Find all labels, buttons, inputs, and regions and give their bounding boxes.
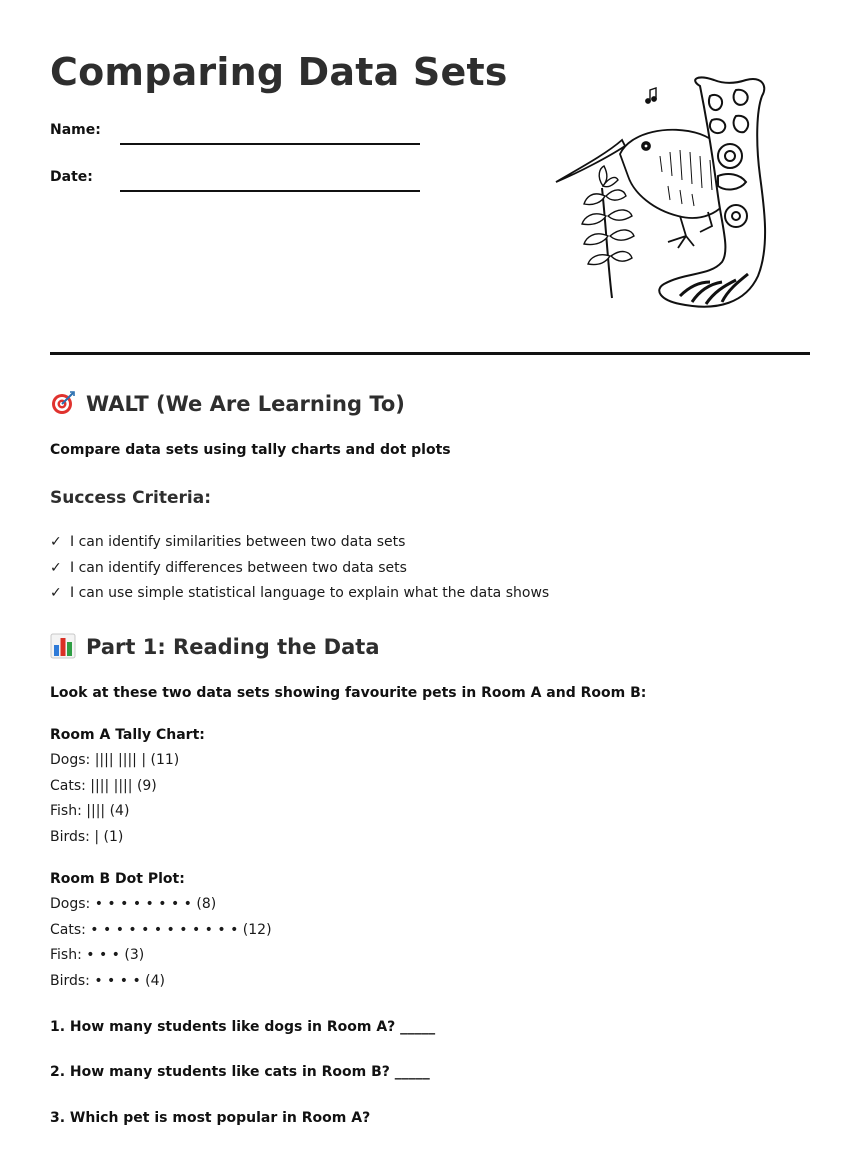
question-2: 2. How many students like cats in Room B? _____ bbox=[50, 1064, 430, 1080]
success-criteria-item: ✓ I can use simple statistical language to explain what the data shows bbox=[50, 585, 550, 601]
fern-icon bbox=[582, 166, 634, 298]
room-b-row: Dogs: • • • • • • • • (8) bbox=[50, 896, 217, 912]
room-a-row: Dogs: |||| |||| | (11) bbox=[50, 752, 180, 768]
part1-intro: Look at these two data sets showing favourite pets in Room A and Room B: bbox=[50, 685, 647, 701]
part1-heading bbox=[50, 633, 380, 659]
name-label: Name: bbox=[50, 122, 101, 138]
room-a-row: Cats: |||| |||| (9) bbox=[50, 778, 157, 794]
room-a-label: Room A Tally Chart: bbox=[50, 727, 205, 743]
room-b-row: Cats: • • • • • • • • • • • • (12) bbox=[50, 922, 272, 938]
question-1: 1. How many students like dogs in Room A? _____ bbox=[50, 1019, 436, 1035]
walt-heading-text: WALT (We Are Learning To) bbox=[86, 392, 405, 416]
kiwi-bird-illustration bbox=[550, 76, 780, 316]
music-notes-icon bbox=[646, 88, 656, 103]
name-write-line bbox=[120, 143, 420, 145]
room-a-row: Birds: | (1) bbox=[50, 829, 124, 845]
page-title: Comparing Data Sets bbox=[50, 50, 508, 94]
room-b-label: Room B Dot Plot: bbox=[50, 871, 185, 887]
question-3: 3. Which pet is most popular in Room A? bbox=[50, 1110, 371, 1126]
success-criteria-heading: Success Criteria: bbox=[50, 488, 212, 508]
name-field bbox=[50, 122, 430, 152]
kiwi-icon bbox=[556, 130, 733, 248]
room-b-row: Fish: • • • (3) bbox=[50, 947, 145, 963]
walt-goal: Compare data sets using tally charts and dot plots bbox=[50, 442, 451, 458]
date-write-line bbox=[120, 190, 420, 192]
room-b-row: Birds: • • • • (4) bbox=[50, 973, 166, 989]
room-a-row: Fish: |||| (4) bbox=[50, 803, 130, 819]
check-icon: ✓ bbox=[50, 585, 62, 601]
walt-heading bbox=[50, 390, 405, 416]
worksheet-header bbox=[50, 0, 810, 355]
bar-chart-icon bbox=[50, 633, 76, 659]
check-icon: ✓ bbox=[50, 534, 62, 550]
target-icon bbox=[50, 390, 76, 416]
success-criteria-item: ✓ I can identify similarities between two data sets bbox=[50, 534, 406, 550]
success-criteria-item: ✓ I can identify differences between two data sets bbox=[50, 560, 407, 576]
worksheet-page bbox=[50, 0, 810, 1126]
date-label: Date: bbox=[50, 169, 93, 185]
date-field bbox=[50, 169, 430, 199]
part1-heading-text: Part 1: Reading the Data bbox=[86, 635, 380, 659]
check-icon: ✓ bbox=[50, 560, 62, 576]
